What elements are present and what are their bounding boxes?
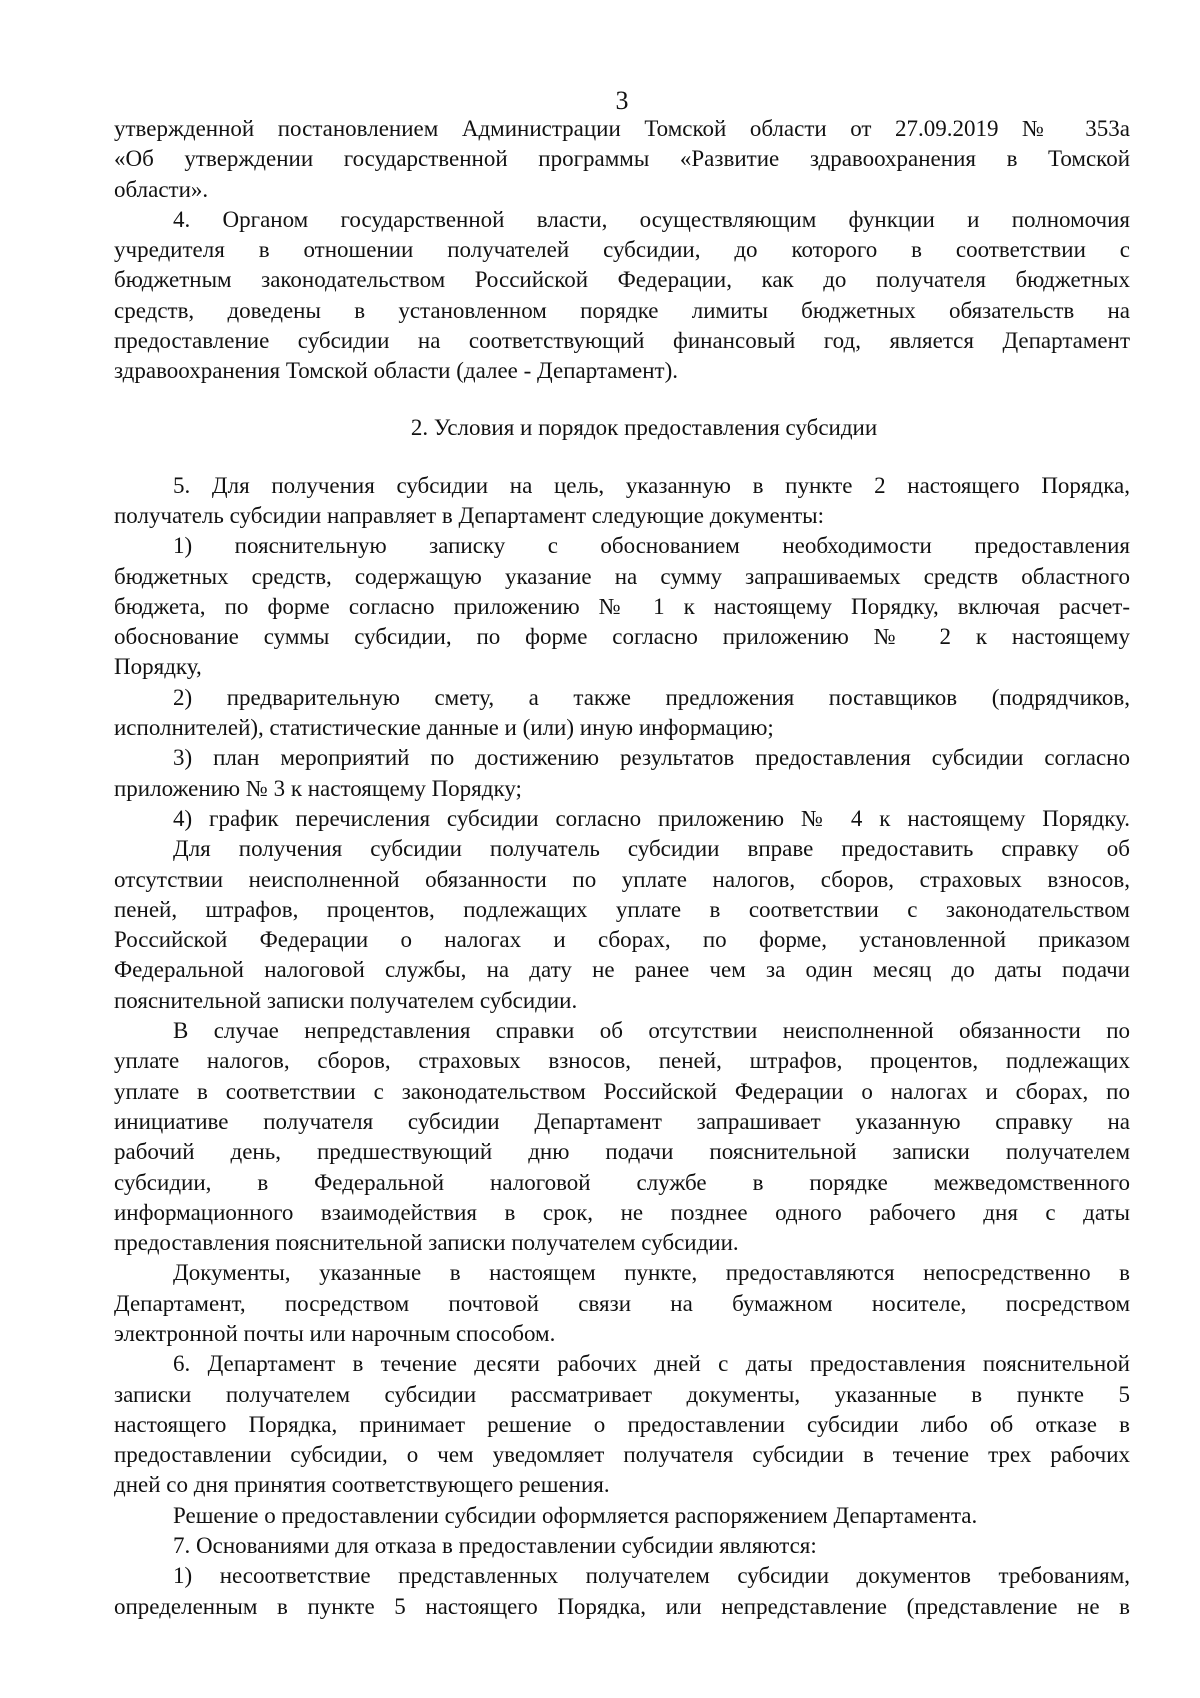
text-line: рабочий день, предшествующий дню подачи пояснительной записки получателем xyxy=(114,1139,1130,1165)
text-line: Федеральной налоговой службы, на дату не ранее чем за один месяц до даты подачи xyxy=(114,957,1130,983)
item-5-3-paragraph xyxy=(114,743,1130,804)
text-line: Документы, указанные в настоящем пункте, предоставляются непосредственно в xyxy=(173,1260,1130,1286)
text-line: Для получения субсидии получатель субсидии вправе предоставить справку об xyxy=(173,836,1130,862)
text-line: записки получателем субсидии рассматривает документы, указанные в пункте 5 xyxy=(114,1381,1130,1407)
text-line: уплате в соответствии с законодательством Российской Федерации о налогах и сборах, по xyxy=(114,1078,1130,1104)
item-4-paragraph xyxy=(114,205,1130,387)
text-line: обоснование суммы субсидии, по форме согласно приложению № 2 к настоящему xyxy=(114,624,1130,650)
nonsubmission-paragraph xyxy=(114,1016,1130,1258)
text-line: настоящего Порядка, принимает решение о предоставлении субсидии либо об отказе в xyxy=(114,1411,1130,1437)
text-line: 1) несоответствие представленных получателем субсидии документов требованиям, xyxy=(173,1563,1130,1589)
text-line: 4. Органом государственной власти, осуществляющим функции и полномочия xyxy=(173,206,1130,232)
text-line: 4) график перечисления субсидии согласно приложению № 4 к настоящему Порядку. xyxy=(173,805,1130,831)
text-line: пояснительной записки получателем субсидии. xyxy=(114,987,578,1013)
documents-delivery-paragraph xyxy=(114,1258,1130,1349)
text-line: Порядку, xyxy=(114,654,202,680)
text-line: предоставления пояснительной записки получателем субсидии. xyxy=(114,1230,739,1256)
text-line: 7. Основаниями для отказа в предоставлении субсидии являются: xyxy=(173,1533,817,1559)
text-line: 3) план мероприятий по достижению результатов предоставления субсидии согласно xyxy=(173,745,1130,771)
item-5-1-paragraph xyxy=(114,531,1130,682)
text-line: Решение о предоставлении субсидии оформляется распоряжением Департамента. xyxy=(173,1502,978,1528)
text-line: приложению № 3 к настоящему Порядку; xyxy=(114,775,522,801)
text-line: получатель субсидии направляет в Департамент следующие документы: xyxy=(114,502,824,528)
text-line: электронной почты или нарочным способом. xyxy=(114,1320,556,1346)
section-heading: 2. Условия и порядок предоставления субсидии xyxy=(410,414,878,440)
item-6-paragraph xyxy=(114,1349,1130,1500)
text-line: области». xyxy=(114,176,209,202)
text-line: бюджетных средств, содержащую указание на сумму запрашиваемых средств областного xyxy=(114,563,1130,589)
item-7-paragraph xyxy=(114,1531,1130,1561)
text-line: бюджета, по форме согласно приложению № 1 к настоящему Порядку, включая расчет- xyxy=(114,593,1130,619)
text-line: информационного взаимодействия в срок, не позднее одного рабочего дня с даты xyxy=(114,1199,1130,1225)
intro-paragraph xyxy=(114,114,1130,205)
text-line: 1) пояснительную записку с обоснованием необходимости предоставления xyxy=(173,533,1130,559)
text-line: дней со дня принятия соответствующего решения. xyxy=(114,1472,610,1498)
tax-certificate-paragraph xyxy=(114,834,1130,1016)
text-line: «Об утверждении государственной программы «Развитие здравоохранения в Томской xyxy=(114,146,1130,172)
text-line: субсидии, в Федеральной налоговой службе в порядке межведомственного xyxy=(114,1169,1130,1195)
item-5-paragraph xyxy=(114,471,1130,532)
text-line: инициативе получателя субсидии Департамент запрашивает указанную справку на xyxy=(114,1108,1130,1134)
decision-paragraph xyxy=(114,1501,1130,1531)
text-line: исполнителей), статистические данные и (или) иную информацию; xyxy=(114,715,774,741)
text-line: В случае непредставления справки об отсутствии неисполненной обязанности по xyxy=(173,1018,1130,1044)
text-line: средств, доведены в установленном порядке лимиты бюджетных обязательств на xyxy=(114,297,1130,323)
text-line: 2) предварительную смету, а также предложения поставщиков (подрядчиков, xyxy=(173,684,1130,710)
page-number: 3 xyxy=(615,86,629,115)
text-line: бюджетным законодательством Российской Федерации, как до получателя бюджетных xyxy=(114,267,1130,293)
text-line: отсутствии неисполненной обязанности по уплате налогов, сборов, страховых взносов, xyxy=(114,866,1130,892)
item-7-1-paragraph xyxy=(114,1561,1130,1622)
text-line: утвержденной постановлением Администрации Томской области от 27.09.2019 № 353а xyxy=(114,116,1130,141)
text-line: пеней, штрафов, процентов, подлежащих уплате в соответствии с законодательством xyxy=(114,896,1130,922)
text-line: учредителя в отношении получателей субсидии, до которого в соответствии с xyxy=(114,237,1130,263)
text-line: предоставление субсидии на соответствующий финансовый год, является Департамент xyxy=(114,328,1130,354)
text-line: 5. Для получения субсидии на цель, указанную в пункте 2 настоящего Порядка, xyxy=(173,472,1130,498)
document-body xyxy=(114,114,1130,1622)
text-line: уплате налогов, сборов, страховых взносов, пеней, штрафов, процентов, подлежащих xyxy=(114,1048,1130,1074)
text-line: здравоохранения Томской области (далее - Департамент). xyxy=(114,358,679,384)
text-line: Российской Федерации о налогах и сборах, по форме, установленной приказом xyxy=(114,927,1130,953)
text-line: Департамент, посредством почтовой связи на бумажном носителе, посредством xyxy=(114,1290,1130,1316)
text-line: предоставлении субсидии, о чем уведомляет получателя субсидии в течение трех рабочих xyxy=(114,1442,1130,1468)
text-line: определенным в пункте 5 настоящего Порядка, или непредставление (представление не в xyxy=(114,1593,1130,1619)
item-5-4-paragraph xyxy=(114,804,1130,834)
item-5-2-paragraph xyxy=(114,683,1130,744)
text-line: 6. Департамент в течение десяти рабочих дней с даты предоставления пояснительной xyxy=(173,1351,1130,1377)
